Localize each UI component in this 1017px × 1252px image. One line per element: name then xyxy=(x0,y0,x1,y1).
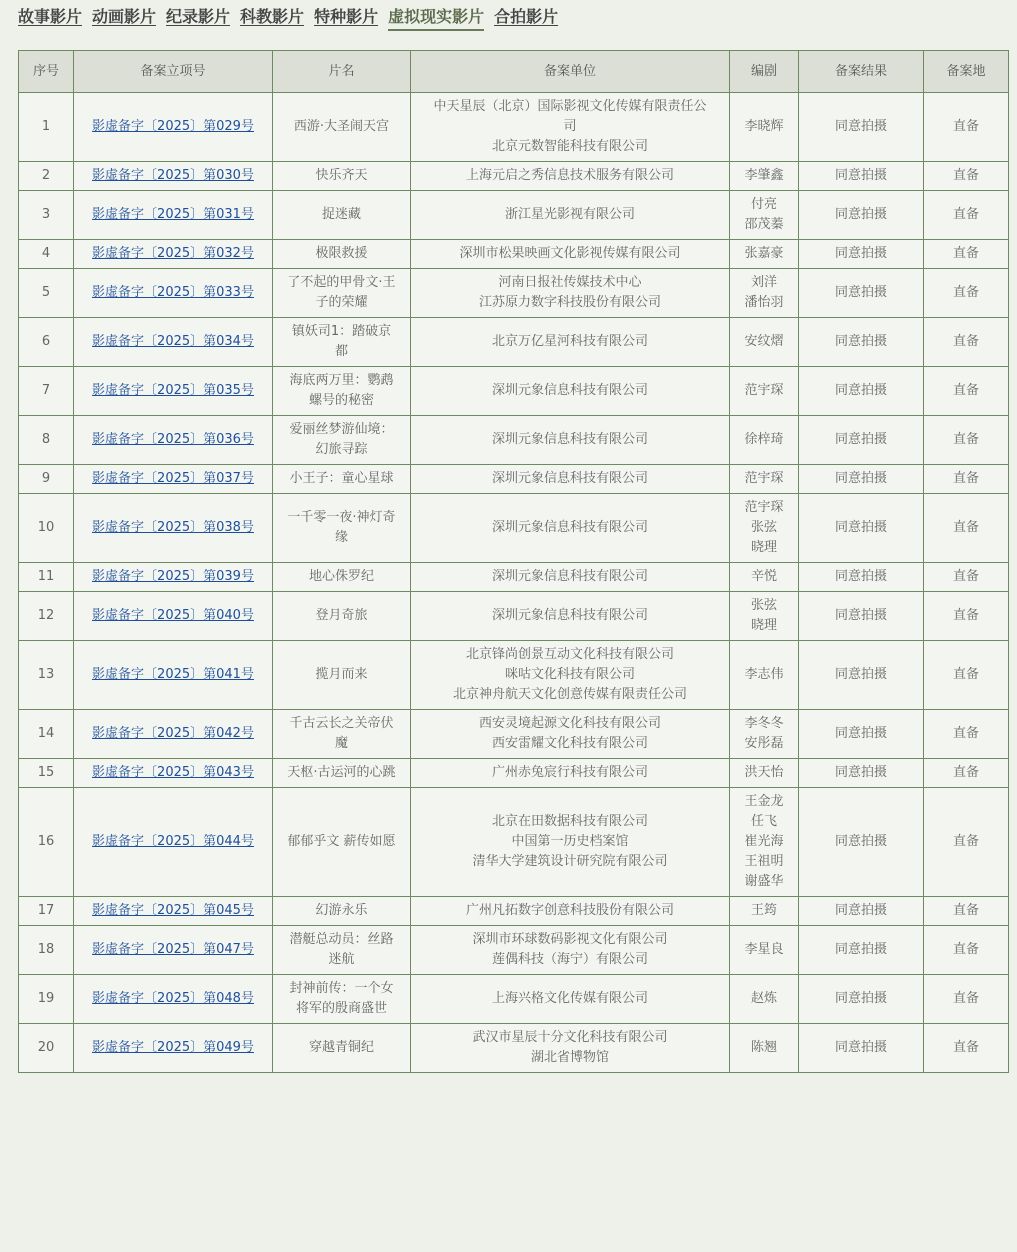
filing-id-link[interactable]: 影虚备字〔2025〕第039号 xyxy=(92,569,254,584)
row-no: 16 xyxy=(19,788,74,897)
film-title xyxy=(273,926,411,975)
tab-3[interactable]: 科教影片 xyxy=(240,7,305,26)
table-row xyxy=(19,897,1009,926)
filing-unit-line: 武汉市星辰十分文化科技有限公司 xyxy=(472,1030,668,1045)
writer-line: 晓理 xyxy=(750,540,777,555)
filing-unit xyxy=(411,641,730,710)
film-title-line: 迷航 xyxy=(328,952,355,967)
film-title-line: 地心侏罗纪 xyxy=(308,569,374,584)
filing-unit-line: 西安灵境起源文化科技有限公司 xyxy=(478,716,661,731)
writer xyxy=(730,416,799,465)
filing-place: 直备 xyxy=(924,563,1009,592)
film-title-line: 捉迷藏 xyxy=(321,207,361,222)
film-title xyxy=(273,759,411,788)
writer xyxy=(730,465,799,494)
filing-place: 直备 xyxy=(924,926,1009,975)
writer xyxy=(730,788,799,897)
writer-line: 邵茂蓁 xyxy=(744,217,784,232)
filing-id-link[interactable]: 影虚备字〔2025〕第044号 xyxy=(92,834,254,849)
writer-line: 张弦 xyxy=(750,520,777,535)
writer xyxy=(730,975,799,1024)
filing-id-cell xyxy=(74,269,273,318)
filing-unit xyxy=(411,975,730,1024)
filing-id-cell xyxy=(74,93,273,162)
filing-unit-line: 上海元启之秀信息技术服务有限公司 xyxy=(465,168,674,183)
film-title xyxy=(273,592,411,641)
table-row xyxy=(19,318,1009,367)
filing-result: 同意拍摄 xyxy=(799,416,924,465)
writer xyxy=(730,191,799,240)
filing-id-cell xyxy=(74,926,273,975)
row-no: 12 xyxy=(19,592,74,641)
filing-unit-line: 西安雷耀文化科技有限公司 xyxy=(491,736,648,751)
filing-unit xyxy=(411,367,730,416)
filing-unit xyxy=(411,162,730,191)
filing-unit-line: 北京在田数据科技有限公司 xyxy=(491,814,648,829)
filing-unit xyxy=(411,897,730,926)
film-title-line: 都 xyxy=(334,344,348,359)
writer xyxy=(730,710,799,759)
filing-id-cell xyxy=(74,494,273,563)
filing-id-cell xyxy=(74,563,273,592)
filing-result: 同意拍摄 xyxy=(799,975,924,1024)
filing-id-link[interactable]: 影虚备字〔2025〕第043号 xyxy=(92,765,254,780)
writer xyxy=(730,641,799,710)
filing-id-cell xyxy=(74,710,273,759)
writer-line: 谢盛华 xyxy=(744,874,784,889)
filing-unit xyxy=(411,318,730,367)
tab-4[interactable]: 特种影片 xyxy=(314,7,379,26)
filing-unit-line: 江苏原力数字科技股份有限公司 xyxy=(478,295,661,310)
filing-unit-line: 深圳元象信息科技有限公司 xyxy=(491,569,648,584)
filing-place: 直备 xyxy=(924,897,1009,926)
filing-unit-line: 浙江星光影视有限公司 xyxy=(504,207,635,222)
filing-place: 直备 xyxy=(924,240,1009,269)
writer xyxy=(730,759,799,788)
filing-place: 直备 xyxy=(924,318,1009,367)
filing-result: 同意拍摄 xyxy=(799,191,924,240)
writer-line: 付亮 xyxy=(750,197,777,212)
row-no: 18 xyxy=(19,926,74,975)
writer xyxy=(730,926,799,975)
filing-id-link[interactable]: 影虚备字〔2025〕第029号 xyxy=(92,119,254,134)
filing-id-link[interactable]: 影虚备字〔2025〕第032号 xyxy=(92,246,254,261)
filing-id-link[interactable]: 影虚备字〔2025〕第037号 xyxy=(92,471,254,486)
table-row xyxy=(19,269,1009,318)
filing-unit xyxy=(411,563,730,592)
filing-id-cell xyxy=(74,318,273,367)
writer-line: 潘怡羽 xyxy=(744,295,784,310)
filing-id-link[interactable]: 影虚备字〔2025〕第038号 xyxy=(92,520,254,535)
film-title-line: 爱丽丝梦游仙境： xyxy=(289,422,394,437)
table-header-row xyxy=(19,51,1009,93)
tab-0[interactable]: 故事影片 xyxy=(18,7,83,26)
film-title-line: 登月奇旅 xyxy=(315,608,368,623)
writer xyxy=(730,897,799,926)
film-title-line: 缘 xyxy=(334,530,348,545)
film-title xyxy=(273,897,411,926)
filing-place: 直备 xyxy=(924,416,1009,465)
header-result: 备案结果 xyxy=(799,51,924,93)
writer-line: 范宇琛 xyxy=(744,500,784,515)
film-title-line: 千古云长之关帝伏 xyxy=(289,716,394,731)
filing-id-cell xyxy=(74,975,273,1024)
header-filing-id: 备案立项号 xyxy=(74,51,273,93)
film-title xyxy=(273,416,411,465)
film-title xyxy=(273,788,411,897)
writer-line: 李晓辉 xyxy=(744,119,784,134)
row-no: 7 xyxy=(19,367,74,416)
film-title xyxy=(273,975,411,1024)
writer xyxy=(730,592,799,641)
filing-place: 直备 xyxy=(924,592,1009,641)
table-row xyxy=(19,191,1009,240)
writer-line: 王筠 xyxy=(750,903,777,918)
filing-place: 直备 xyxy=(924,367,1009,416)
row-no: 15 xyxy=(19,759,74,788)
film-title-line: 西游·大圣闹天宫 xyxy=(293,119,390,134)
row-no: 4 xyxy=(19,240,74,269)
filing-unit xyxy=(411,1024,730,1073)
film-title xyxy=(273,710,411,759)
writer-line: 李志伟 xyxy=(744,667,784,682)
writer-line: 洪天怡 xyxy=(744,765,784,780)
filing-place: 直备 xyxy=(924,465,1009,494)
filing-id-link[interactable]: 影虚备字〔2025〕第048号 xyxy=(92,991,254,1006)
film-title xyxy=(273,162,411,191)
film-title-line: 郁郁乎文 薪传如愿 xyxy=(287,834,396,849)
filing-id-link[interactable]: 影虚备字〔2025〕第035号 xyxy=(92,383,254,398)
filing-unit xyxy=(411,465,730,494)
film-title-line: 封神前传：一个女 xyxy=(289,981,394,996)
filing-unit-line: 清华大学建筑设计研究院有限公司 xyxy=(472,854,668,869)
writer-line: 徐梓琦 xyxy=(744,432,784,447)
film-title xyxy=(273,191,411,240)
film-title-line: 螺号的秘密 xyxy=(308,393,374,408)
filing-unit-line: 深圳市环球数码影视文化有限公司 xyxy=(472,932,668,947)
table-row xyxy=(19,641,1009,710)
film-title-line: 穿越青铜纪 xyxy=(308,1040,374,1055)
filing-unit xyxy=(411,710,730,759)
filing-id-link[interactable]: 影虚备字〔2025〕第034号 xyxy=(92,334,254,349)
writer xyxy=(730,240,799,269)
writer xyxy=(730,494,799,563)
writer-line: 王祖明 xyxy=(744,854,784,869)
filing-id-cell xyxy=(74,465,273,494)
table-row xyxy=(19,93,1009,162)
filing-unit xyxy=(411,269,730,318)
film-title xyxy=(273,93,411,162)
table-row xyxy=(19,416,1009,465)
filing-result: 同意拍摄 xyxy=(799,465,924,494)
filing-id-cell xyxy=(74,759,273,788)
filing-place: 直备 xyxy=(924,269,1009,318)
row-no: 11 xyxy=(19,563,74,592)
filing-unit-line: 中天星辰（北京）国际影视文化传媒有限责任公 xyxy=(433,99,707,114)
row-no: 13 xyxy=(19,641,74,710)
category-tabs xyxy=(18,6,558,32)
filing-unit-line: 深圳元象信息科技有限公司 xyxy=(491,608,648,623)
table-row xyxy=(19,494,1009,563)
film-title-line: 镇妖司1：踏破京 xyxy=(291,324,392,339)
filing-unit-line: 中国第一历史档案馆 xyxy=(511,834,629,849)
writer-line: 辛悦 xyxy=(750,569,777,584)
row-no: 2 xyxy=(19,162,74,191)
writer-line: 陈翘 xyxy=(750,1040,777,1055)
filing-result: 同意拍摄 xyxy=(799,788,924,897)
tab-5[interactable]: 虚拟现实影片 xyxy=(388,6,484,31)
table-row xyxy=(19,465,1009,494)
filing-unit xyxy=(411,240,730,269)
film-title xyxy=(273,494,411,563)
filing-unit xyxy=(411,93,730,162)
filing-result: 同意拍摄 xyxy=(799,897,924,926)
filing-result: 同意拍摄 xyxy=(799,93,924,162)
filing-result: 同意拍摄 xyxy=(799,1024,924,1073)
filing-unit-line: 北京神舟航天文化创意传媒有限责任公司 xyxy=(452,687,687,702)
filing-unit-line: 深圳元象信息科技有限公司 xyxy=(491,520,648,535)
filing-place: 直备 xyxy=(924,759,1009,788)
filing-id-cell xyxy=(74,897,273,926)
filing-id-link[interactable]: 影虚备字〔2025〕第042号 xyxy=(92,726,254,741)
filing-result: 同意拍摄 xyxy=(799,710,924,759)
writer-line: 张嘉豪 xyxy=(744,246,784,261)
writer xyxy=(730,1024,799,1073)
row-no: 14 xyxy=(19,710,74,759)
filing-id-cell xyxy=(74,1024,273,1073)
filing-place: 直备 xyxy=(924,641,1009,710)
filing-id-cell xyxy=(74,240,273,269)
filing-place: 直备 xyxy=(924,1024,1009,1073)
filing-id-cell xyxy=(74,367,273,416)
filing-result: 同意拍摄 xyxy=(799,592,924,641)
filing-id-link[interactable]: 影虚备字〔2025〕第041号 xyxy=(92,667,254,682)
filing-result: 同意拍摄 xyxy=(799,269,924,318)
film-title xyxy=(273,1024,411,1073)
film-title-line: 幻游永乐 xyxy=(315,903,368,918)
filing-result: 同意拍摄 xyxy=(799,759,924,788)
film-title xyxy=(273,240,411,269)
tab-6[interactable]: 合拍影片 xyxy=(494,7,559,26)
filing-result: 同意拍摄 xyxy=(799,926,924,975)
filing-id-cell xyxy=(74,191,273,240)
filing-result: 同意拍摄 xyxy=(799,494,924,563)
row-no: 9 xyxy=(19,465,74,494)
filing-id-link[interactable]: 影虚备字〔2025〕第040号 xyxy=(92,608,254,623)
writer-line: 赵炼 xyxy=(750,991,777,1006)
filing-place: 直备 xyxy=(924,710,1009,759)
row-no: 8 xyxy=(19,416,74,465)
header-no: 序号 xyxy=(19,51,74,93)
filing-id-link[interactable]: 影虚备字〔2025〕第036号 xyxy=(92,432,254,447)
table-row xyxy=(19,563,1009,592)
film-title-line: 幻旅寻踪 xyxy=(315,442,368,457)
film-title xyxy=(273,367,411,416)
filing-unit-line: 司 xyxy=(563,119,577,134)
table-row xyxy=(19,1024,1009,1073)
row-no: 1 xyxy=(19,93,74,162)
filing-unit-line: 深圳元象信息科技有限公司 xyxy=(491,471,648,486)
filing-id-cell xyxy=(74,162,273,191)
filing-unit-line: 北京元数智能科技有限公司 xyxy=(491,139,648,154)
filing-place: 直备 xyxy=(924,93,1009,162)
filing-place: 直备 xyxy=(924,788,1009,897)
filing-unit-line: 深圳元象信息科技有限公司 xyxy=(491,432,648,447)
header-writer: 编剧 xyxy=(730,51,799,93)
filing-unit-line: 上海兴格文化传媒有限公司 xyxy=(491,991,648,1006)
writer-line: 刘洋 xyxy=(750,275,777,290)
filing-unit-line: 莲偶科技（海宁）有限公司 xyxy=(491,952,648,967)
row-no: 17 xyxy=(19,897,74,926)
writer-line: 李星良 xyxy=(744,942,784,957)
table-row xyxy=(19,975,1009,1024)
filing-table xyxy=(18,50,1009,1073)
writer-line: 崔光海 xyxy=(744,834,784,849)
table-row xyxy=(19,367,1009,416)
filing-place: 直备 xyxy=(924,162,1009,191)
filing-id-link[interactable]: 影虚备字〔2025〕第033号 xyxy=(92,285,254,300)
filing-unit xyxy=(411,416,730,465)
table-row xyxy=(19,162,1009,191)
writer-line: 安彤磊 xyxy=(744,736,784,751)
filing-result: 同意拍摄 xyxy=(799,563,924,592)
filing-unit-line: 湖北省博物馆 xyxy=(530,1050,609,1065)
writer-line: 张弦 xyxy=(750,598,777,613)
film-title-line: 极限救援 xyxy=(315,246,368,261)
filing-place: 直备 xyxy=(924,975,1009,1024)
filing-unit-line: 北京万亿星河科技有限公司 xyxy=(491,334,648,349)
writer-line: 任飞 xyxy=(750,814,777,829)
writer xyxy=(730,162,799,191)
film-title xyxy=(273,269,411,318)
writer-line: 李冬冬 xyxy=(744,716,784,731)
row-no: 3 xyxy=(19,191,74,240)
filing-unit xyxy=(411,759,730,788)
row-no: 19 xyxy=(19,975,74,1024)
filing-id-link[interactable]: 影虚备字〔2025〕第045号 xyxy=(92,903,254,918)
writer xyxy=(730,93,799,162)
header-title: 片名 xyxy=(273,51,411,93)
film-title xyxy=(273,318,411,367)
film-title-line: 天枢·古运河的心跳 xyxy=(287,765,396,780)
row-no: 6 xyxy=(19,318,74,367)
filing-id-cell xyxy=(74,592,273,641)
writer xyxy=(730,563,799,592)
film-title-line: 海底两万里：鹦鹉 xyxy=(289,373,394,388)
filing-unit xyxy=(411,191,730,240)
writer-line: 王金龙 xyxy=(744,794,784,809)
table-row xyxy=(19,759,1009,788)
filing-place: 直备 xyxy=(924,191,1009,240)
film-title-line: 将军的殷商盛世 xyxy=(295,1001,387,1016)
film-title xyxy=(273,563,411,592)
row-no: 5 xyxy=(19,269,74,318)
film-title xyxy=(273,641,411,710)
writer-line: 范宇琛 xyxy=(744,383,784,398)
filing-result: 同意拍摄 xyxy=(799,240,924,269)
writer-line: 安纹熠 xyxy=(744,334,784,349)
filing-id-cell xyxy=(74,416,273,465)
table-row xyxy=(19,592,1009,641)
header-unit: 备案单位 xyxy=(411,51,730,93)
film-title-line: 魔 xyxy=(334,736,348,751)
writer xyxy=(730,318,799,367)
table-row xyxy=(19,710,1009,759)
filing-id-link[interactable]: 影虚备字〔2025〕第049号 xyxy=(92,1040,254,1055)
filing-unit xyxy=(411,592,730,641)
table-row xyxy=(19,926,1009,975)
filing-unit-line: 河南日报社传媒技术中心 xyxy=(498,275,642,290)
filing-result: 同意拍摄 xyxy=(799,641,924,710)
filing-unit-line: 广州赤兔宸行科技有限公司 xyxy=(491,765,648,780)
filing-id-link[interactable]: 影虚备字〔2025〕第031号 xyxy=(92,207,254,222)
row-no: 20 xyxy=(19,1024,74,1073)
tab-2[interactable]: 纪录影片 xyxy=(166,7,231,26)
writer xyxy=(730,269,799,318)
filing-unit xyxy=(411,494,730,563)
row-no: 10 xyxy=(19,494,74,563)
film-title-line: 子的荣耀 xyxy=(315,295,368,310)
film-title-line: 一千零一夜·神灯奇 xyxy=(287,510,396,525)
film-title xyxy=(273,465,411,494)
filing-unit xyxy=(411,926,730,975)
table-row xyxy=(19,240,1009,269)
film-title-line: 揽月而来 xyxy=(315,667,368,682)
filing-id-cell xyxy=(74,641,273,710)
table-row xyxy=(19,788,1009,897)
filing-unit-line: 深圳元象信息科技有限公司 xyxy=(491,383,648,398)
writer xyxy=(730,367,799,416)
filing-unit-line: 广州凡拓数字创意科技股份有限公司 xyxy=(465,903,674,918)
filing-result: 同意拍摄 xyxy=(799,162,924,191)
film-title-line: 小王子：童心星球 xyxy=(289,471,394,486)
tab-1[interactable]: 动画影片 xyxy=(92,7,157,26)
writer-line: 晓理 xyxy=(750,618,777,633)
header-place: 备案地 xyxy=(924,51,1009,93)
filing-result: 同意拍摄 xyxy=(799,318,924,367)
writer-line: 范宇琛 xyxy=(744,471,784,486)
film-title-line: 快乐齐天 xyxy=(315,168,368,183)
filing-result: 同意拍摄 xyxy=(799,367,924,416)
filing-unit-line: 深圳市松果映画文化影视传媒有限公司 xyxy=(459,246,681,261)
filing-unit-line: 北京锋尚创景互动文化科技有限公司 xyxy=(465,647,674,662)
filing-unit xyxy=(411,788,730,897)
filing-id-link[interactable]: 影虚备字〔2025〕第047号 xyxy=(92,942,254,957)
filing-unit-line: 咪咕文化科技有限公司 xyxy=(504,667,635,682)
film-title-line: 潜艇总动员：丝路 xyxy=(289,932,394,947)
filing-id-cell xyxy=(74,788,273,897)
filing-place: 直备 xyxy=(924,494,1009,563)
film-title-line: 了不起的甲骨文·王 xyxy=(287,275,396,290)
writer-line: 李肇鑫 xyxy=(744,168,784,183)
filing-id-link[interactable]: 影虚备字〔2025〕第030号 xyxy=(92,168,254,183)
